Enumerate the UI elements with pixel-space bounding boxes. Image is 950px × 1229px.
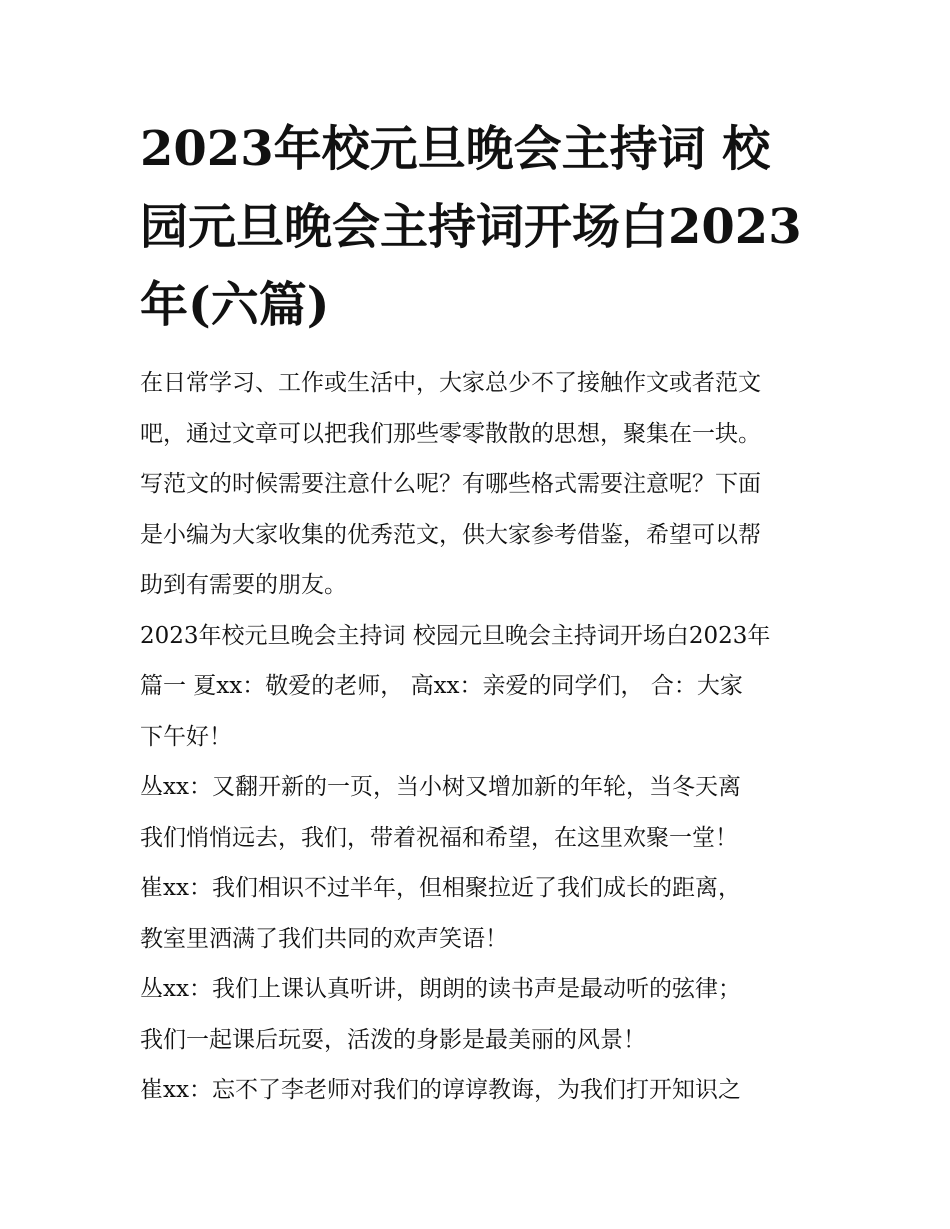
text-line: 写范文的时候需要注意什么呢？有哪些格式需要注意呢？下面 [140,471,761,497]
dialogue-paragraph [140,762,820,863]
text-line: 我们悄悄远去，我们，带着祝福和希望，在这里欢聚一堂！ [140,824,738,851]
text-line: 下午好！ [140,723,232,750]
text-line: 丛xx：我们上课认真听讲，朗朗的读书声是最动听的弦律； [140,976,741,1002]
text-line: 是小编为大家收集的优秀范文，供大家参考借鉴，希望可以帮 [140,521,761,548]
text-line: 在日常学习、工作或生活中，大家总少不了接触作文或者范文 [140,370,761,396]
text-line: 助到有需要的朋友。 [140,572,347,598]
document-title [140,110,820,344]
title-line: 2023年校元旦晚会主持词 校 [140,121,771,177]
title-line: 年(六篇) [140,277,330,333]
document-page [140,110,820,1116]
dialogue-paragraph [140,863,820,964]
text-line: 我们一起课后玩耍，活泼的身影是最美丽的风景！ [140,1026,646,1053]
text-line: 篇一 夏xx：敬爱的老师， 高xx：亲爱的同学们， 合：大家 [140,673,743,699]
text-line: 崔xx：忘不了李老师对我们的谆谆教诲，为我们打开知识之 [140,1077,741,1103]
text-line: 崔xx：我们相识不过半年，但相聚拉近了我们成长的距离， [140,875,741,901]
dialogue-paragraph [140,964,820,1065]
subtitle-paragraph [140,611,820,763]
intro-paragraph [140,358,820,611]
text-line: 2023年校元旦晚会主持词 校园元旦晚会主持词开场白2023年 [140,622,771,649]
text-line: 吧，通过文章可以把我们那些零零散散的思想，聚集在一块。 [140,420,761,447]
title-line: 园元旦晚会主持词开场白2023 [140,199,802,255]
text-line: 丛xx：又翻开新的一页，当小树又增加新的年轮，当冬天离 [140,774,741,800]
dialogue-paragraph [140,1065,820,1116]
text-line: 教室里洒满了我们共同的欢声笑语！ [140,925,508,952]
